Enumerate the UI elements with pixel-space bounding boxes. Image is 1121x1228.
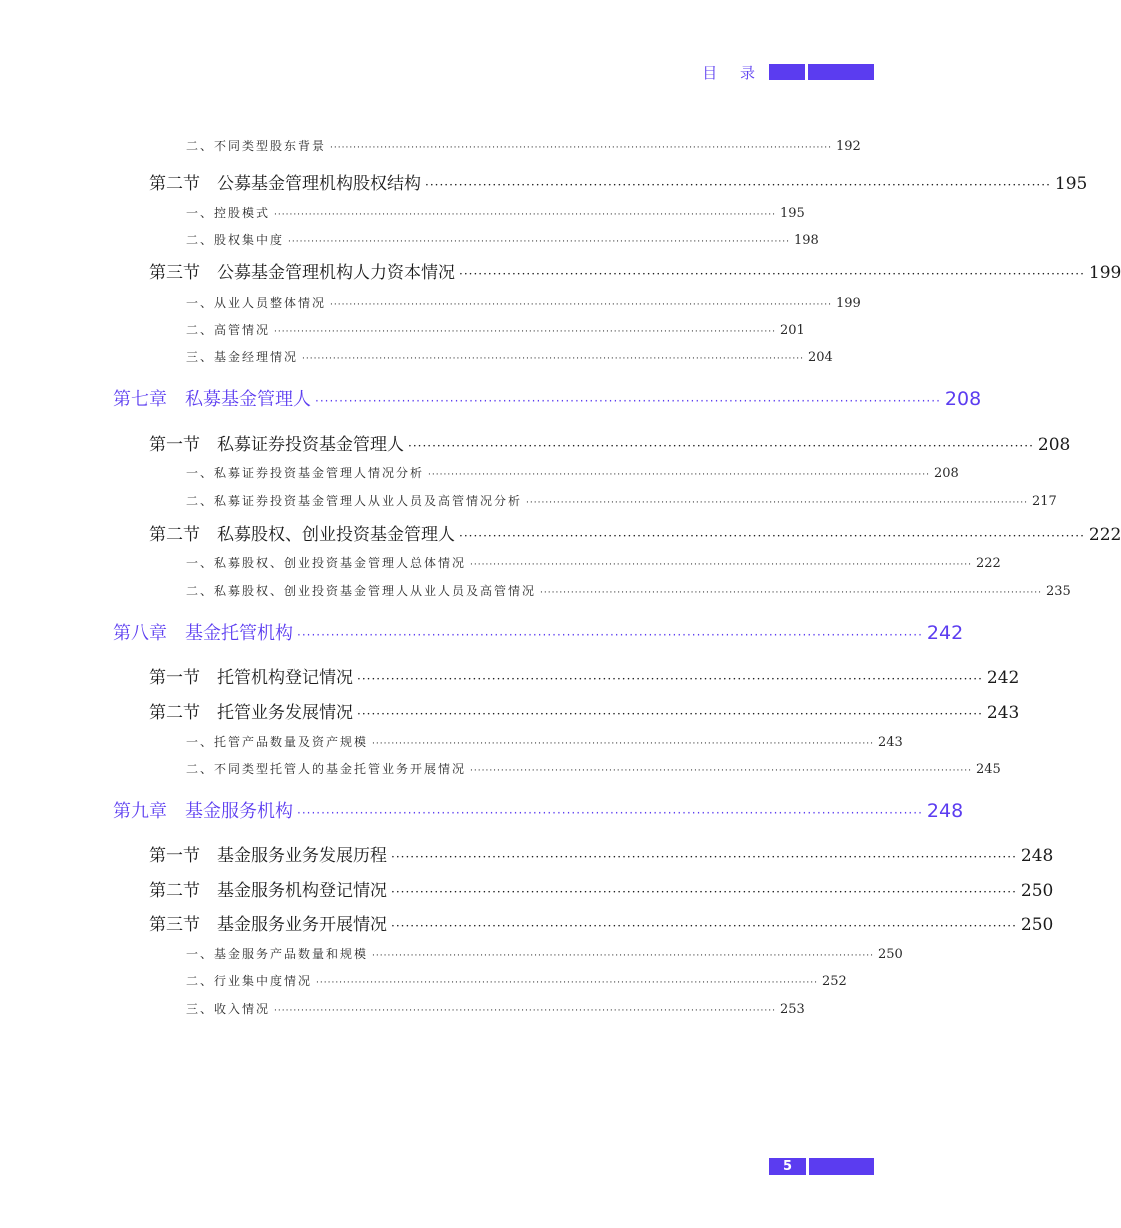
toc-chapter-label: 第八章 基金托管机构	[113, 623, 293, 644]
toc-item-label: 一、托管产品数量及资产规模	[186, 735, 369, 749]
toc-page-number: 250	[877, 947, 903, 962]
toc-item[interactable]	[186, 294, 861, 311]
toc-chapter-label: 第七章 私募基金管理人	[113, 389, 311, 410]
toc-chapter[interactable]	[113, 385, 982, 411]
toc-page-number: 208	[933, 466, 959, 481]
toc-page-number: 248	[1020, 846, 1054, 866]
toc-page-number: 199	[1088, 263, 1121, 283]
toc-page-number: 250	[1020, 881, 1054, 901]
toc-chapter[interactable]	[113, 797, 964, 823]
toc-page-number: 242	[926, 622, 964, 644]
toc-chapter[interactable]	[113, 619, 964, 645]
page-header	[702, 64, 874, 80]
toc-leader-dots: ··································································································································	[288, 237, 790, 247]
toc-item-label: 三、收入情况	[186, 1002, 271, 1016]
header-accent-bar	[808, 64, 874, 80]
toc-leader-dots: ··································································································································	[470, 766, 972, 776]
toc-item[interactable]	[186, 137, 861, 154]
toc-page-number: 222	[1088, 525, 1121, 545]
toc-page-number: 199	[835, 296, 861, 311]
toc-leader-dots: ··································································································································	[330, 143, 832, 153]
toc-section-label: 第二节 私募股权、创业投资基金管理人	[149, 525, 455, 545]
toc-item[interactable]	[186, 492, 1057, 509]
toc-page-number: 208	[944, 388, 982, 410]
toc-item[interactable]	[186, 733, 903, 750]
toc-leader-dots: ··································································································································	[357, 672, 983, 686]
toc-leader-dots: ··································································································································	[391, 885, 1017, 899]
toc-leader-dots: ··································································································································	[274, 210, 776, 220]
toc-leader-dots: ··································································································································	[408, 439, 1034, 453]
toc-leader-dots: ··································································································································	[357, 707, 983, 721]
toc-page-number: 204	[807, 350, 833, 365]
toc-leader-dots: ··································································································································	[274, 1006, 776, 1016]
toc-section-label: 第一节 私募证券投资基金管理人	[149, 435, 404, 455]
toc-item[interactable]	[186, 464, 959, 481]
toc-section-label: 第三节 公募基金管理机构人力资本情况	[149, 263, 455, 283]
toc-leader-dots: ··································································································································	[315, 394, 941, 408]
toc-page-number: 192	[835, 139, 861, 154]
toc-section[interactable]	[149, 520, 1121, 545]
toc-section[interactable]	[149, 910, 1054, 935]
toc-item-label: 一、控股模式	[186, 206, 271, 220]
toc-section-label: 第一节 基金服务业务发展历程	[149, 846, 387, 866]
toc-section[interactable]	[149, 169, 1088, 194]
toc-item[interactable]	[186, 760, 1001, 777]
toc-item[interactable]	[186, 972, 847, 989]
toc-item[interactable]	[186, 321, 805, 338]
toc-section[interactable]	[149, 698, 1020, 723]
toc-page-number: 252	[821, 974, 847, 989]
toc-page-number: 222	[975, 556, 1001, 571]
toc-leader-dots: ··································································································································	[330, 300, 832, 310]
toc-item-label: 二、股权集中度	[186, 233, 285, 247]
toc-item-label: 一、私募证券投资基金管理人情况分析	[186, 466, 425, 480]
toc-item[interactable]	[186, 348, 833, 365]
toc-leader-dots: ··································································································································	[391, 919, 1017, 933]
toc-leader-dots: ··································································································································	[372, 951, 874, 961]
toc-leader-dots: ··································································································································	[459, 529, 1085, 543]
toc-section[interactable]	[149, 841, 1054, 866]
toc-section[interactable]	[149, 663, 1020, 688]
toc-leader-dots: ··································································································································	[372, 739, 874, 749]
toc-page-number: 243	[986, 703, 1020, 723]
toc-leader-dots: ··································································································································	[316, 978, 818, 988]
toc-item[interactable]	[186, 945, 903, 962]
toc-leader-dots: ··································································································································	[302, 354, 804, 364]
toc-item[interactable]	[186, 231, 819, 248]
toc-section[interactable]	[149, 430, 1071, 455]
toc-item[interactable]	[186, 554, 1001, 571]
toc-item[interactable]	[186, 204, 805, 221]
toc-item-label: 二、私募股权、创业投资基金管理人从业人员及高管情况	[186, 584, 537, 598]
toc-section-label: 第二节 托管业务发展情况	[149, 703, 353, 723]
toc-page-number: 242	[986, 668, 1020, 688]
toc-item[interactable]	[186, 582, 1071, 599]
toc-page-number: 208	[1037, 435, 1071, 455]
header-accent-bar	[769, 64, 805, 80]
toc-section-label: 第三节 基金服务业务开展情况	[149, 915, 387, 935]
toc-item-label: 一、从业人员整体情况	[186, 296, 327, 310]
toc-item-label: 二、行业集中度情况	[186, 974, 313, 988]
toc-page-number: 198	[793, 233, 819, 248]
page-number-badge: 5	[769, 1158, 806, 1175]
toc-leader-dots: ··································································································································	[526, 498, 1028, 508]
toc-page-number: 217	[1031, 494, 1057, 509]
toc-item-label: 二、不同类型托管人的基金托管业务开展情况	[186, 762, 467, 776]
toc-page-number: 195	[779, 206, 805, 221]
toc-chapter-label: 第九章 基金服务机构	[113, 801, 293, 822]
toc-section-label: 第二节 基金服务机构登记情况	[149, 881, 387, 901]
toc-item-label: 二、高管情况	[186, 323, 271, 337]
toc-leader-dots: ··································································································································	[459, 267, 1085, 281]
toc-leader-dots: ··································································································································	[297, 806, 923, 820]
toc-page-number: 245	[975, 762, 1001, 777]
toc-item[interactable]	[186, 1000, 805, 1017]
toc-item-label: 二、私募证券投资基金管理人从业人员及高管情况分析	[186, 494, 523, 508]
toc-section-label: 第二节 公募基金管理机构股权结构	[149, 174, 421, 194]
toc-page-number: 253	[779, 1002, 805, 1017]
toc-page-number: 250	[1020, 915, 1054, 935]
toc-page-number: 235	[1045, 584, 1071, 599]
toc-leader-dots: ··································································································································	[470, 560, 972, 570]
toc-leader-dots: ··································································································································	[391, 850, 1017, 864]
toc-leader-dots: ··································································································································	[297, 628, 923, 642]
page-footer	[769, 1158, 874, 1175]
toc-section-label: 第一节 托管机构登记情况	[149, 668, 353, 688]
toc-leader-dots: ··································································································································	[274, 327, 776, 337]
toc-leader-dots: ··································································································································	[428, 470, 930, 480]
toc-item-label: 一、基金服务产品数量和规模	[186, 947, 369, 961]
toc-leader-dots: ··································································································································	[540, 588, 1042, 598]
footer-accent-bar	[809, 1158, 874, 1175]
toc-item-label: 一、私募股权、创业投资基金管理人总体情况	[186, 556, 467, 570]
toc-page-number: 195	[1054, 174, 1088, 194]
toc-leader-dots: ··································································································································	[425, 178, 1051, 192]
header-title: 目 录	[702, 63, 764, 82]
toc-page-number: 248	[926, 800, 964, 822]
toc-page-number: 243	[877, 735, 903, 750]
toc-page-number: 201	[779, 323, 805, 338]
toc-item-label: 三、基金经理情况	[186, 350, 299, 364]
toc-item-label: 二、不同类型股东背景	[186, 139, 327, 153]
toc-section[interactable]	[149, 258, 1121, 283]
toc-section[interactable]	[149, 876, 1054, 901]
